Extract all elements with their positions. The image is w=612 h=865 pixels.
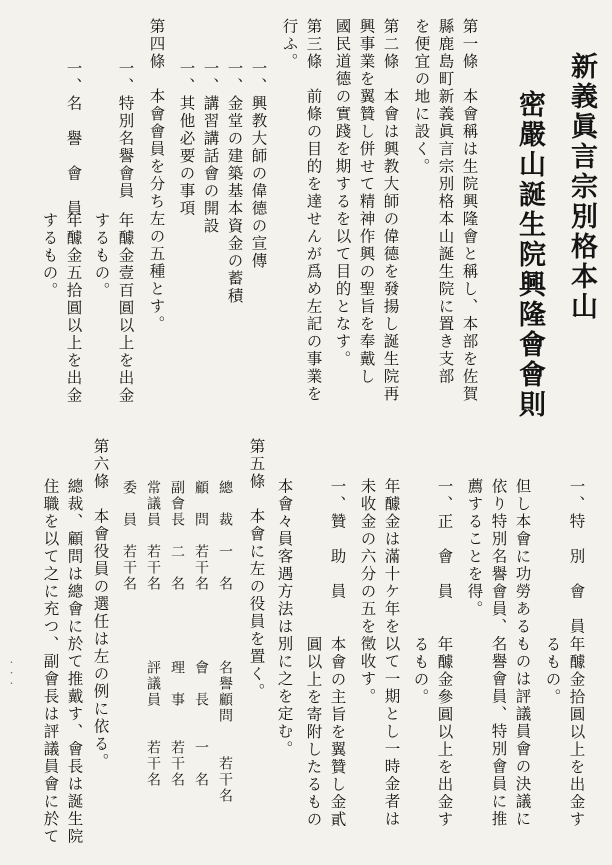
member-type-1-label: 一、特別名譽會員 — [116, 60, 135, 200]
member-type-3-cont: るもの。 — [543, 636, 562, 706]
fee-rule-line-1: 年醵金は滿十ケ年を以て一期とし一時金者は — [382, 478, 401, 828]
article-3-item-2: 一、金堂の建築基本資金の蓄積 — [225, 60, 244, 305]
officer-honorary-advisor: 名譽顧問 若干名 — [217, 660, 233, 804]
article-1-line-3: を便宜の地に設く。 — [412, 18, 431, 176]
document-title-rules: 密嚴山誕生院興隆會會則 — [514, 90, 545, 420]
article-1-line-2: 縣鹿島町新義眞言宗別格本山誕生院に置き支部 — [436, 18, 455, 386]
article-6-line-1: 第六條 本會役員の選任は左の例に依る。 — [91, 438, 110, 771]
member-type-3-fee: 年醵金拾圓以上を出金す — [567, 636, 586, 829]
article-1-line-1: 第一條 本會稱は生院興隆會と稱し、本部を佐賀 — [460, 18, 479, 403]
article-3-line-2: 行ふ。 — [280, 18, 299, 71]
officer-advisor: 顧 問 若干名 — [193, 480, 209, 592]
member-type-4-label: 一、正 會 員 — [435, 478, 454, 601]
member-type-2-label: 一、名 譽 會 員 — [64, 60, 83, 218]
member-treatment-line: 本會々員客遇方法は別に之を定む。 — [275, 478, 294, 758]
document-title-sect: 新義眞言宗別格本山 — [566, 52, 597, 322]
member-type-5-label: 一、贊 助 員 — [328, 478, 347, 601]
officer-chair: 會 長 一 名 — [193, 660, 209, 788]
article-2-line-3: 國民道德の實踐を期するを以て目的となす。 — [333, 18, 352, 368]
officer-councillor: 評議員 若干名 — [145, 660, 161, 788]
member-type-3-label: 一、特 別 會 員 — [567, 478, 586, 636]
member-type-4-cont: るもの。 — [411, 636, 430, 706]
officer-director: 理 事 若干名 — [169, 660, 185, 788]
margin-dots: ・ ・ ・ — [7, 658, 16, 688]
article-5-line: 第五條 本會に左の役員を置く。 — [247, 438, 266, 701]
note-line-1: 但し本會に功勞あるものは評議員會の決議に — [513, 478, 532, 828]
officer-vice-chair: 副會長 二 名 — [169, 480, 185, 592]
article-3-item-3: 一、講習講話會の開設 — [201, 60, 220, 235]
officer-standing: 常議員 若干名 — [145, 480, 161, 592]
member-type-1-fee: 年醵金壹百圓以上を出金 — [116, 212, 135, 405]
article-3-item-1: 一、興教大師の偉德の宣傳 — [249, 60, 268, 270]
member-type-4-fee: 年醵金參圓以上を出金す — [435, 636, 454, 829]
officer-committee: 委 員 若干名 — [121, 480, 137, 592]
fee-rule-line-2: 未收金の六分の五を徵收す。 — [358, 478, 377, 706]
note-line-3: 薦することを得。 — [465, 478, 484, 618]
member-type-1-cont: するもの。 — [92, 212, 111, 300]
member-type-2-cont: するもの。 — [40, 212, 59, 300]
article-2-line-1: 第二條 本會は興教大師の偉德を發揚し誕生院再 — [381, 18, 400, 403]
officer-president: 總 裁 一 名 — [217, 480, 233, 592]
article-4-line: 第四條 本會會員を分ち左の五種とす。 — [147, 18, 166, 333]
note-line-2: 依り特別名譽會員、名譽會員、特別會員に推 — [489, 478, 508, 828]
member-type-5-fee: 本會の主旨を翼贊し金貳 — [328, 636, 347, 829]
member-type-5-cont: 圓以上を寄附したるもの — [304, 636, 323, 829]
article-6-line-2: 總裁、顧問は總會に於て推戴す、會長は誕生院 — [65, 478, 84, 846]
article-2-line-2: 興事業を翼贊し併せて精神作興の聖旨を奉戴し — [357, 18, 376, 386]
article-3-item-4: 一、其他必要の事項 — [177, 60, 196, 218]
article-3-line-1: 第三條 前條の目的を達せんが爲め左記の事業を — [304, 18, 323, 403]
member-type-2-fee: 年醵金五拾圓以上を出金 — [64, 212, 83, 405]
article-6-line-3: 住職を以て之に充つ、副會長は評議員會に於て — [41, 478, 60, 846]
